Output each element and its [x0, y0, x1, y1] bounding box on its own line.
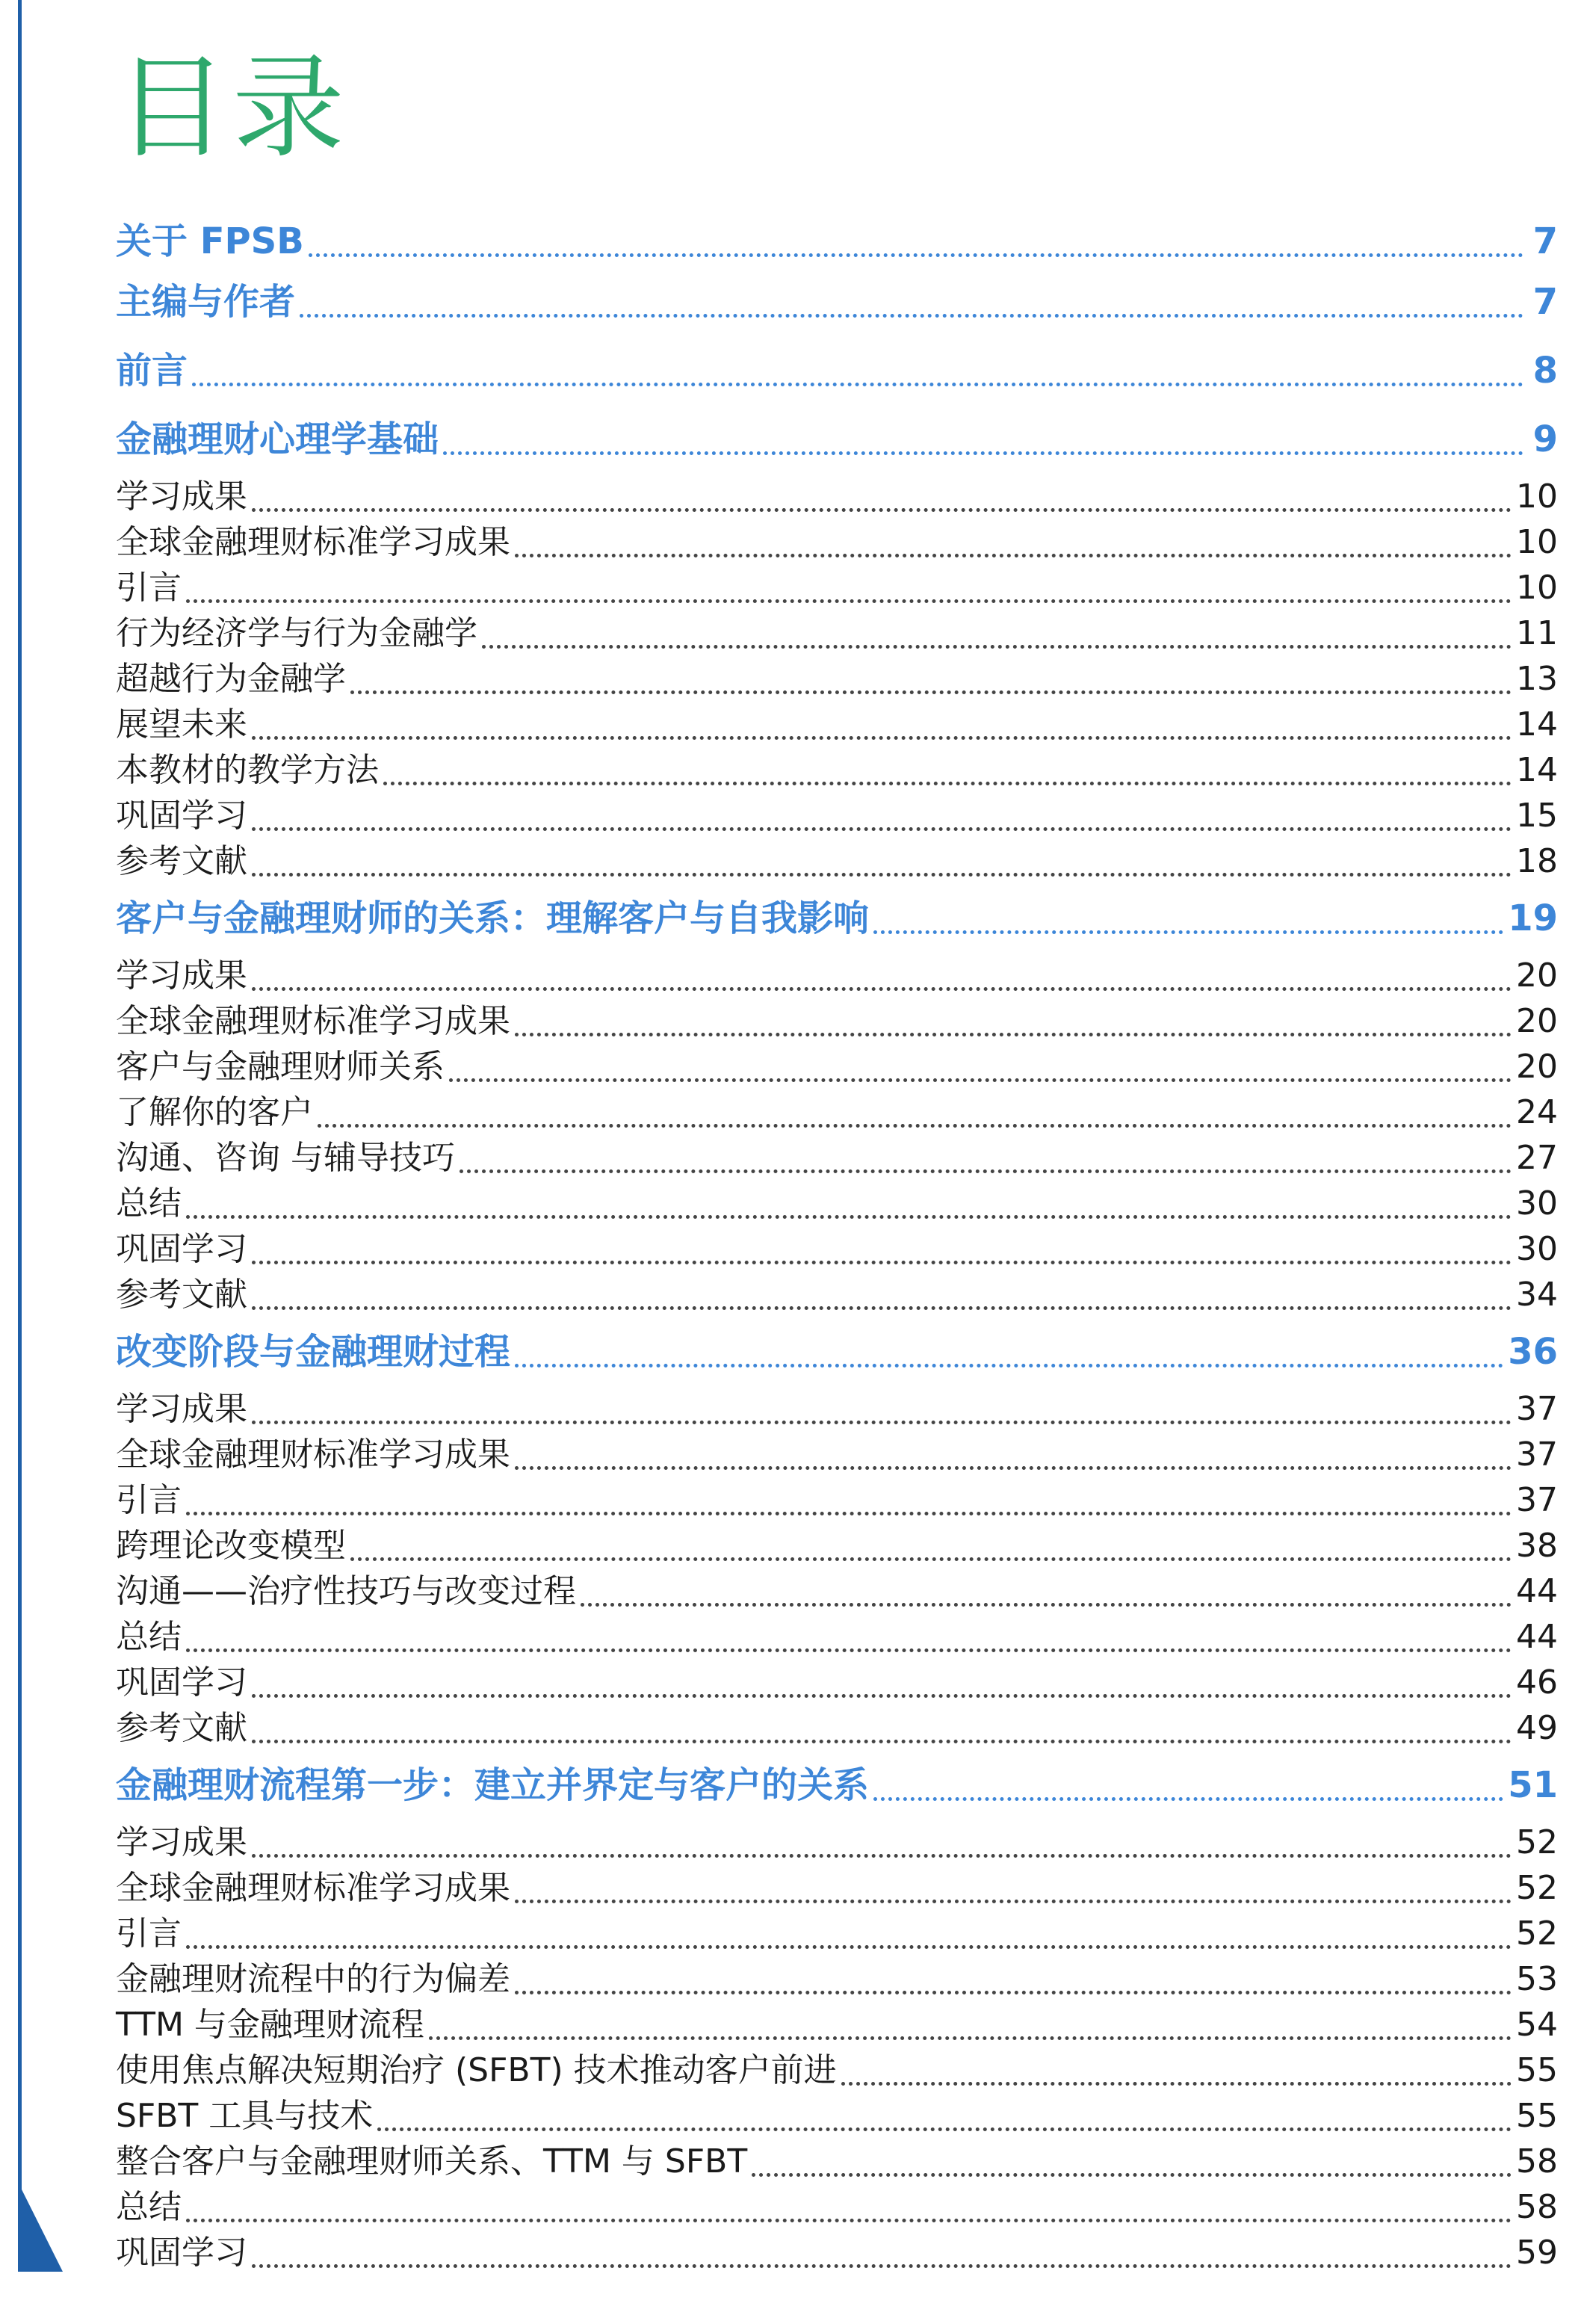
toc-entry-label: 全球金融理财标准学习成果 — [116, 523, 510, 561]
toc-section-entry[interactable] — [116, 1523, 1558, 1569]
toc-page-number: 27 — [1516, 1139, 1558, 1177]
dot-leader — [350, 1557, 1512, 1561]
toc-entry-label: 了解你的客户 — [116, 1093, 313, 1131]
dot-leader — [252, 1261, 1512, 1264]
toc-section-entry[interactable] — [116, 611, 1558, 656]
toc-page-number: 37 — [1516, 1481, 1558, 1519]
toc-page-number: 36 — [1508, 1331, 1558, 1373]
toc-page-number: 10 — [1516, 478, 1558, 516]
dot-leader — [309, 253, 1523, 257]
toc-section-entry[interactable] — [116, 1911, 1558, 1956]
toc-page-number: 52 — [1516, 1914, 1558, 1953]
toc-page-number: 54 — [1516, 2006, 1558, 2044]
toc-entry-label: 引言 — [116, 1481, 182, 1519]
toc-entry-label: 展望未来 — [116, 705, 247, 744]
toc-entry-label: 参考文献 — [116, 842, 247, 880]
toc-page-number: 37 — [1516, 1390, 1558, 1428]
dot-leader — [252, 1740, 1512, 1743]
toc-entry-label: 参考文献 — [116, 1276, 247, 1314]
toc-entry-label: 沟通、咨询 与辅导技巧 — [116, 1139, 455, 1177]
table-of-contents — [116, 215, 1558, 2275]
toc-page-number: 44 — [1516, 1572, 1558, 1610]
toc-entry-label: 全球金融理财标准学习成果 — [116, 1869, 510, 1907]
dot-leader — [873, 1797, 1503, 1801]
toc-page-number: 13 — [1516, 660, 1558, 698]
dot-leader — [515, 1364, 1503, 1367]
dot-leader — [752, 2173, 1512, 2177]
toc-section-entry[interactable] — [116, 1090, 1558, 1135]
toc-section-entry[interactable] — [116, 747, 1558, 793]
page-title: 目录 — [116, 43, 350, 173]
toc-chapter-entry[interactable] — [116, 884, 1558, 953]
toc-chapter-entry[interactable] — [116, 405, 1558, 474]
toc-entry-label: 引言 — [116, 1914, 182, 1953]
dot-leader — [429, 2036, 1512, 2040]
toc-section-entry[interactable] — [116, 2184, 1558, 2230]
toc-page-number: 30 — [1516, 1184, 1558, 1223]
dot-leader — [186, 1945, 1512, 1949]
toc-entry-label: 沟通——治疗性技巧与改变过程 — [116, 1572, 576, 1610]
dot-leader — [186, 1512, 1512, 1515]
dot-leader — [252, 2264, 1512, 2268]
dot-leader — [515, 1900, 1512, 1903]
toc-entry-label: 学习成果 — [116, 478, 247, 516]
dot-leader — [515, 554, 1512, 557]
dot-leader — [252, 508, 1512, 512]
toc-section-entry[interactable] — [116, 1226, 1558, 1272]
toc-entry-label: 总结 — [116, 1618, 182, 1656]
toc-page-number: 38 — [1516, 1527, 1558, 1565]
dot-leader — [252, 873, 1512, 877]
toc-section-entry[interactable] — [116, 953, 1558, 998]
toc-entry-label: 学习成果 — [116, 1823, 247, 1861]
toc-section-entry[interactable] — [116, 1820, 1558, 1865]
toc-entry-label: 关于 FPSB — [116, 220, 304, 262]
dot-leader — [186, 1648, 1512, 1652]
toc-page-number: 10 — [1516, 523, 1558, 561]
dot-leader — [460, 1169, 1512, 1173]
dot-leader — [252, 736, 1512, 740]
toc-page-number: 52 — [1516, 1869, 1558, 1907]
toc-entry-label: 总结 — [116, 1184, 182, 1223]
toc-section-entry[interactable] — [116, 1705, 1558, 1751]
dot-leader — [252, 827, 1512, 831]
dot-leader — [443, 451, 1523, 455]
toc-section-entry[interactable] — [116, 565, 1558, 611]
toc-section-entry[interactable] — [116, 702, 1558, 747]
dot-leader — [186, 599, 1512, 603]
toc-entry-label: 学习成果 — [116, 1390, 247, 1428]
toc-section-entry[interactable] — [116, 2093, 1558, 2139]
toc-section-entry[interactable] — [116, 1477, 1558, 1523]
toc-chapter-entry[interactable] — [116, 215, 1558, 268]
toc-entry-label: 巩固学习 — [116, 1230, 247, 1268]
toc-page-number: 20 — [1516, 1048, 1558, 1086]
toc-section-entry[interactable] — [116, 1865, 1558, 1911]
dot-leader — [350, 690, 1512, 694]
toc-entry-label: 金融理财流程中的行为偏差 — [116, 1960, 510, 1998]
toc-chapter-entry[interactable] — [116, 336, 1558, 405]
toc-page-number: 44 — [1516, 1618, 1558, 1656]
dot-leader — [581, 1603, 1512, 1607]
dot-leader — [515, 1991, 1512, 1994]
toc-entry-label: 使用焦点解决短期治疗 (SFBT) 技术推动客户前进 — [116, 2051, 837, 2089]
dot-leader — [252, 987, 1512, 991]
dot-leader — [841, 2082, 1512, 2086]
toc-section-entry[interactable] — [116, 2230, 1558, 2275]
toc-section-entry[interactable] — [116, 1272, 1558, 1317]
dot-leader — [186, 1215, 1512, 1219]
toc-entry-label: 巩固学习 — [116, 1663, 247, 1702]
toc-entry-label: 改变阶段与金融理财过程 — [116, 1331, 511, 1373]
toc-page-number: 58 — [1516, 2142, 1558, 2181]
toc-page-number: 7 — [1532, 220, 1558, 262]
toc-entry-label: 主编与作者 — [116, 281, 296, 323]
toc-entry-label: 客户与金融理财师的关系：理解客户与自我影响 — [116, 897, 870, 939]
toc-page-number: 49 — [1516, 1709, 1558, 1747]
toc-page-number: 7 — [1532, 281, 1558, 323]
toc-entry-label: 巩固学习 — [116, 2234, 247, 2272]
toc-section-entry[interactable] — [116, 1432, 1558, 1477]
dot-leader — [515, 1033, 1512, 1036]
dot-leader — [252, 1421, 1512, 1424]
dot-leader — [515, 1466, 1512, 1470]
toc-page-number: 15 — [1516, 797, 1558, 835]
dot-leader — [192, 383, 1523, 386]
toc-page-number: 34 — [1516, 1276, 1558, 1314]
toc-section-entry[interactable] — [116, 1569, 1558, 1614]
toc-entry-label: TTM 与金融理财流程 — [116, 2006, 424, 2044]
toc-entry-label: 巩固学习 — [116, 797, 247, 835]
toc-entry-label: 行为经济学与行为金融学 — [116, 614, 477, 652]
corner-tab — [18, 2182, 63, 2272]
toc-page-number: 30 — [1516, 1230, 1558, 1268]
toc-page-number: 20 — [1516, 957, 1558, 995]
toc-entry-label: 前言 — [116, 350, 188, 392]
toc-entry-label: 总结 — [116, 2188, 182, 2226]
toc-section-entry[interactable] — [116, 1181, 1558, 1226]
dot-leader — [449, 1078, 1512, 1082]
dot-leader — [873, 930, 1503, 934]
dot-leader — [252, 1854, 1512, 1858]
dot-leader — [186, 2219, 1512, 2222]
toc-entry-label: 金融理财心理学基础 — [116, 418, 439, 460]
toc-entry-label: SFBT 工具与技术 — [116, 2097, 374, 2135]
toc-section-entry[interactable] — [116, 2139, 1558, 2184]
toc-section-entry[interactable] — [116, 2002, 1558, 2048]
toc-section-entry[interactable] — [116, 1614, 1558, 1660]
toc-section-entry[interactable] — [116, 1135, 1558, 1181]
toc-page-number: 14 — [1516, 705, 1558, 744]
toc-entry-label: 学习成果 — [116, 957, 247, 995]
toc-section-entry[interactable] — [116, 2048, 1558, 2093]
left-margin-rule — [18, 0, 22, 2272]
toc-entry-label: 全球金融理财标准学习成果 — [116, 1002, 510, 1040]
toc-entry-label: 客户与金融理财师关系 — [116, 1048, 445, 1086]
toc-chapter-entry[interactable] — [116, 1751, 1558, 1820]
toc-page-number: 52 — [1516, 1823, 1558, 1861]
dot-leader — [377, 2127, 1512, 2131]
toc-section-entry[interactable] — [116, 1386, 1558, 1432]
toc-entry-label: 整合客户与金融理财师关系、TTM 与 SFBT — [116, 2142, 748, 2181]
toc-section-entry[interactable] — [116, 838, 1558, 884]
toc-page-number: 24 — [1516, 1093, 1558, 1131]
toc-page-number: 18 — [1516, 842, 1558, 880]
dot-leader — [300, 314, 1523, 318]
toc-section-entry[interactable] — [116, 998, 1558, 1044]
toc-entry-label: 跨理论改变模型 — [116, 1527, 346, 1565]
toc-section-entry[interactable] — [116, 1044, 1558, 1090]
dot-leader — [482, 645, 1512, 649]
toc-page-number: 55 — [1516, 2097, 1558, 2135]
toc-page-number: 46 — [1516, 1663, 1558, 1702]
toc-page-number: 53 — [1516, 1960, 1558, 1998]
toc-page-number: 20 — [1516, 1002, 1558, 1040]
toc-page-number: 9 — [1532, 418, 1558, 460]
toc-entry-label: 金融理财流程第一步：建立并界定与客户的关系 — [116, 1764, 870, 1806]
toc-page-number: 59 — [1516, 2234, 1558, 2272]
toc-page-number: 51 — [1508, 1764, 1558, 1806]
toc-section-entry[interactable] — [116, 1660, 1558, 1705]
toc-section-entry[interactable] — [116, 793, 1558, 838]
dot-leader — [252, 1306, 1512, 1310]
toc-section-entry[interactable] — [116, 1956, 1558, 2002]
toc-chapter-entry[interactable] — [116, 1317, 1558, 1386]
toc-page-number: 55 — [1516, 2051, 1558, 2089]
toc-section-entry[interactable] — [116, 656, 1558, 702]
toc-page-number: 14 — [1516, 751, 1558, 789]
toc-page-number: 58 — [1516, 2188, 1558, 2226]
dot-leader — [318, 1124, 1512, 1128]
toc-page-number: 37 — [1516, 1435, 1558, 1474]
toc-entry-label: 本教材的教学方法 — [116, 751, 379, 789]
toc-page-number: 11 — [1516, 614, 1558, 652]
toc-entry-label: 超越行为金融学 — [116, 660, 346, 698]
toc-page-number: 8 — [1532, 350, 1558, 392]
toc-page-number: 10 — [1516, 569, 1558, 607]
toc-page-number: 19 — [1508, 897, 1558, 939]
toc-entry-label: 全球金融理财标准学习成果 — [116, 1435, 510, 1474]
toc-entry-label: 参考文献 — [116, 1709, 247, 1747]
toc-entry-label: 引言 — [116, 569, 182, 607]
toc-section-entry[interactable] — [116, 474, 1558, 519]
toc-section-entry[interactable] — [116, 519, 1558, 565]
dot-leader — [383, 782, 1512, 785]
toc-chapter-entry[interactable] — [116, 268, 1558, 336]
dot-leader — [252, 1694, 1512, 1698]
